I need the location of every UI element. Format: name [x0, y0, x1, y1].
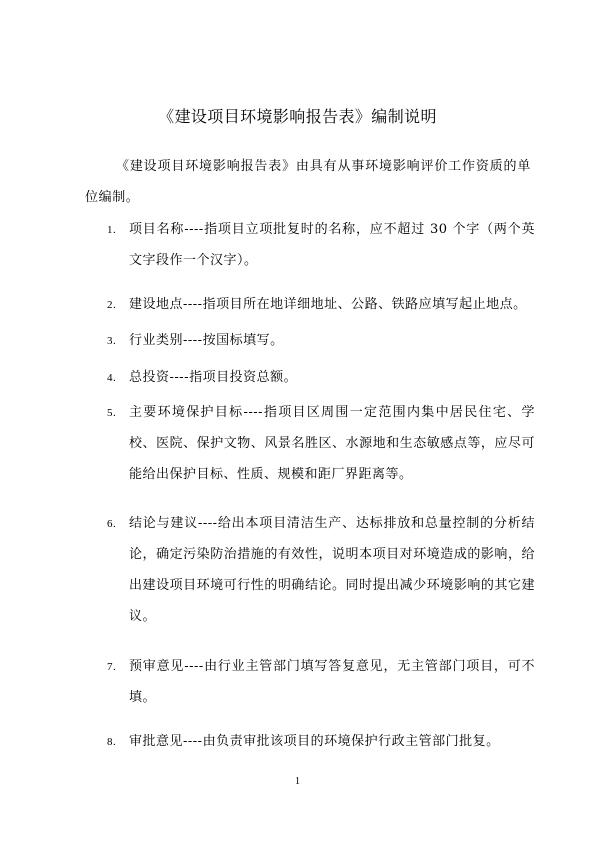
list-item-number: 4. [107, 372, 117, 384]
list-item-text: 主要环境保护目标----指项目区周围一定范围内集中居民住宅、学校、医院、保护文物、风景名胜区、水源地和生态敏感点等，应尽可能给出保护目标、性质、规模和距厂界距离等。 [129, 405, 535, 482]
list-item-number: 3. [107, 335, 117, 347]
document-title: 《建设项目环境影响报告表》编制说明 [158, 107, 437, 126]
list-item-text: 建设地点----指项目所在地详细地址、公路、铁路应填写起止地点。 [129, 297, 527, 312]
list-item [85, 362, 535, 393]
list-item [85, 726, 535, 757]
list-item-number: 7. [107, 661, 117, 673]
list-item-text: 结论与建议----给出本项目清洁生产、达标排放和总量控制的分析结论，确定污染防治措施的有效性，说明本项目对环境造成的影响，给出建设项目环境可行性的明确结论。同时提出减少环境影响的其它建议。 [129, 516, 535, 624]
list-item [85, 214, 535, 276]
list-item-number: 8. [107, 736, 117, 748]
list-item-number: 5. [107, 407, 117, 419]
intro-paragraph: 《建设项目环境影响报告表》由具有从事环境影响评价工作资质的单位编制。 [85, 159, 531, 205]
list-item-number: 6. [107, 518, 117, 530]
list-item-text: 审批意见----由负责审批该项目的环境保护行政主管部门批复。 [129, 734, 500, 749]
list-item [85, 508, 535, 632]
list-item [85, 289, 535, 320]
list-item [85, 325, 535, 356]
list-item [85, 651, 535, 713]
list-item-text: 总投资----指项目投资总额。 [129, 370, 298, 385]
list-item-number: 2. [107, 299, 117, 311]
list-item-number: 1. [107, 224, 117, 236]
list-item-text: 项目名称----指项目立项批复时的名称，应不超过 30 个字（两个英文字段作一个汉字）。 [129, 222, 535, 268]
list-item-text: 行业类别----按国标填写。 [129, 333, 284, 348]
list-item [85, 397, 535, 490]
list-item-text: 预审意见----由行业主管部门填写答复意见，无主管部门项目，可不填。 [129, 659, 535, 705]
page-number: 1 [295, 776, 300, 787]
